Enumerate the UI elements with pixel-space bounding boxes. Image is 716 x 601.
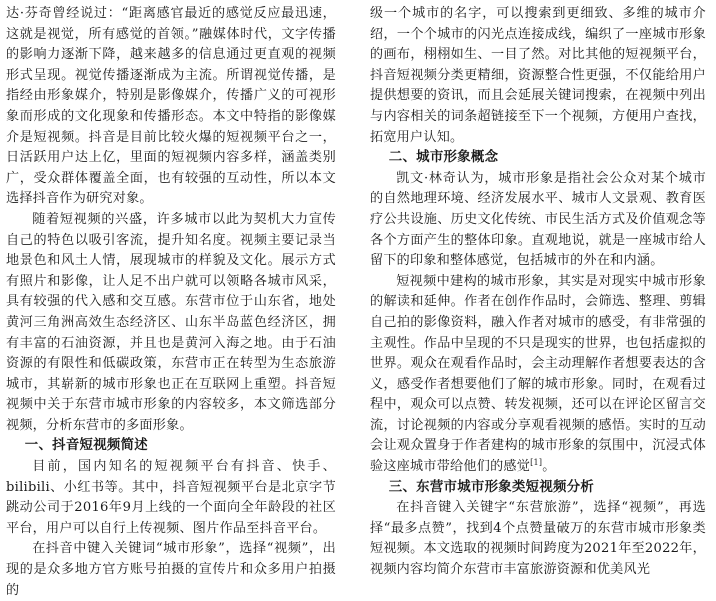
platform-paragraph: 目前，国内知名的短视频平台有抖音、快手、bilibili、小红书等。其中，抖音短视频平台是北京字节跳动公司于2016年9月上线的一个面向全年龄段的社区平台，用户可以自行上传视频、图片作品至抖音平台。 [6, 459, 336, 536]
analysis-paragraph: 在抖音键入关键字“东营旅游”，选择“视频”，再选择“最多点赞”，找到4个点赞量破万的东营市城市形象类短视频。本文选取的视频时间跨度为2021年至2022年，视频内容均简介东营市丰富旅游资源和优美风光 [370, 500, 706, 578]
continued-paragraph: 级一个城市的名字，可以搜索到更细致、多维的城市介绍，一个个城市的闪光点连接成线，编织了一座城市形象的画布，栩栩如生、一目了然。对比其他的短视频平台，抖音短视频分类更精细，资源整合性更强，不仅能给用户提供想要的资讯，而且会延展关键词搜索，在视频中列出与内容相关的词条超链接至下一个视频，方便用户查找，拓宽用户认知。 [370, 6, 706, 145]
search-paragraph: 在抖音中键入关键词“城市形象”，选择“视频”，出现的是众多地方官方账号拍摄的宣传片和众多用户拍摄的 [6, 541, 336, 598]
left-column [6, 4, 336, 601]
citation-marker: [1] [530, 458, 543, 468]
section-heading-douyin-overview: 一、抖音短视频简述 [24, 438, 148, 454]
intro-paragraph: 达·芬奇曾经说过：“距离感官最近的感觉反应最迅速，这就是视觉，所有感觉的首领。”融媒体时代，文字传播的影响力逐渐下降，越来越多的信息通过更直观的视频形式呈现。视觉传播逐渐成为主流。所谓视觉传播，是指经由形象媒介，特别是影像媒介，传播广义的可视形象而形成的文化现象和传播形态。本文中特指的影像媒介是短视频。抖音是目前比较火爆的短视频平台之一，日活跃用户达上亿，里面的短视频内容多样，涵盖类别广，受众群体覆盖全面，也有较强的互动性，所以本文选择抖音作为研究对象。 [6, 6, 336, 207]
construction-paragraph [370, 272, 706, 478]
definition-paragraph: 凯文·林奇认为，城市形象是指社会公众对某个城市的自然地理环境、经济发展水平、城市人文景观、教育医疗公共设施、历史文化传统、市民生活方式及价值观念等各个方面产生的整体印象。直观地说，就是一座城市给人留下的印象和整体感觉，包括城市的外在和内涵。 [370, 170, 706, 269]
background-paragraph: 随着短视频的兴盛，许多城市以此为契机大力宣传自己的特色以吸引客流，提升知名度。视频主要记录当地景色和风土人情，展现城市的样貌及文化。展示方式有照片和影像，让人足不出户就可以领略各城市风采，具有较强的代入感和交互感。东营市位于山东省，地处黄河三角洲高效生态经济区、山东半岛蓝色经济区，拥有丰富的石油资源，并且也是黄河入海之地。由于石油资源的有限性和低碳政策，东营市正在转型为生态旅游城市，其崭新的城市形象也正在互联网上重塑。抖音短视频中关于东营市城市形象的内容较多，本文筛选部分视频，分析东营市的多面形象。 [6, 211, 336, 433]
right-column [370, 4, 706, 581]
construction-end: 。 [542, 459, 556, 475]
construction-text: 短视频中建构的城市形象，其实是对现实中城市形象的解读和延伸。作者在创作作品时，会筛选、整理、剪辑自己拍的影像资料，融入作者对城市的感受，有非常强的主观性。作品中呈现的不只是现实的世界，也包括虚拟的世界。观众在观看作品时，会主动理解作者想要表达的含义，感受作者想要他们了解的城市形象。同时，在观看过程中，观众可以点赞、转发视频，还可以在评论区留言交流，讨论视频的内容或分享观看视频的感悟。实时的互动会让观众置身于作者建构的城市形象的氛围中，沉浸式体验这座城市带给他们的感觉 [370, 273, 706, 475]
section-heading-city-image-concept: 二、城市形象概念 [388, 150, 499, 166]
section-heading-dongying-analysis: 三、东营市城市形象类短视频分析 [388, 479, 595, 495]
